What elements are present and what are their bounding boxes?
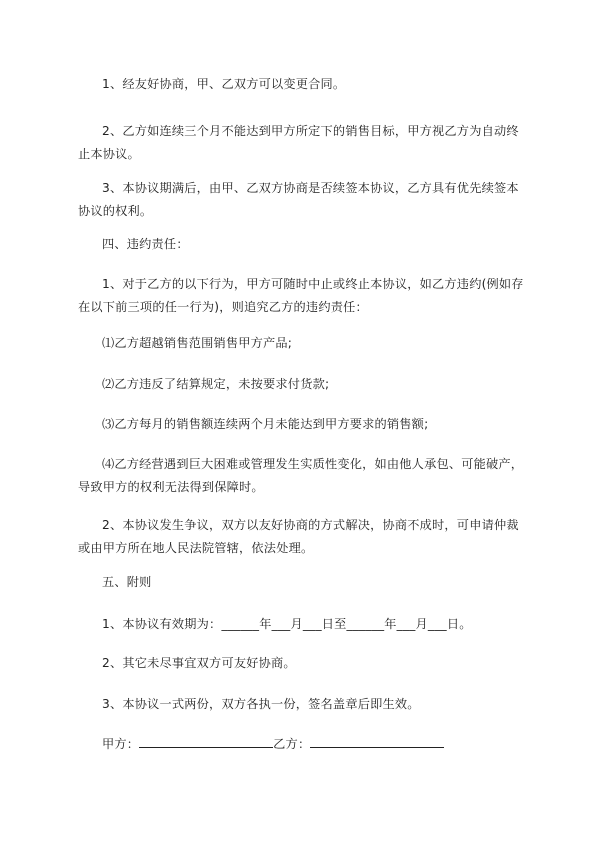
clause-validity-period: 1、本协议有效期为：______年___月___日至______年___月___日。 [102, 617, 472, 631]
party-a-signature-blank [139, 733, 273, 748]
party-b-label: 乙方： [273, 737, 311, 751]
party-b-signature-blank [310, 733, 444, 748]
clause-auto-terminate: 2、乙方如连续三个月不能达到甲方所定下的销售目标，甲方视乙方为自动终止本协议。 [78, 124, 519, 161]
breach-item-1: ⑴乙方超越销售范围销售甲方产品; [102, 336, 293, 350]
breach-item-4: ⑷乙方经营遇到巨大困难或管理发生实质性变化，如由他人承包、可能破产，导致甲方的权利无法得到保障时。 [78, 457, 524, 494]
clause-renewal: 3、本协议期满后，由甲、乙双方协商是否续签本协议，乙方具有优先续签本协议的权利。 [78, 181, 519, 218]
clause-copies: 3、本协议一式两份，双方各执一份，签名盖章后即生效。 [102, 697, 420, 711]
clause-other-matters: 2、其它未尽事宜双方可友好协商。 [102, 656, 296, 670]
breach-item-2: ⑵乙方违反了结算规定，未按要求付货款; [102, 377, 330, 391]
breach-item-3: ⑶乙方每月的销售额连续两个月未能达到甲方要求的销售额; [102, 417, 429, 431]
signature-line [78, 733, 526, 756]
party-a-label: 甲方： [102, 737, 140, 751]
section-heading-appendix: 五、附则 [102, 575, 152, 589]
section-heading-breach: 四、违约责任： [102, 237, 189, 251]
clause-modify-contract: 1、经友好协商，甲、乙双方可以变更合同。 [102, 77, 346, 91]
clause-breach-terms: 1、对于乙方的以下行为，甲方可随时中止或终止本协议，如乙方违约(例如存在以下前三项的任一行为)，则追究乙方的违约责任： [78, 277, 524, 314]
clause-dispute: 2、本协议发生争议，双方以友好协商的方式解决，协商不成时，可申请仲裁或由甲方所在地人民法院管辖，依法处理。 [78, 518, 519, 555]
